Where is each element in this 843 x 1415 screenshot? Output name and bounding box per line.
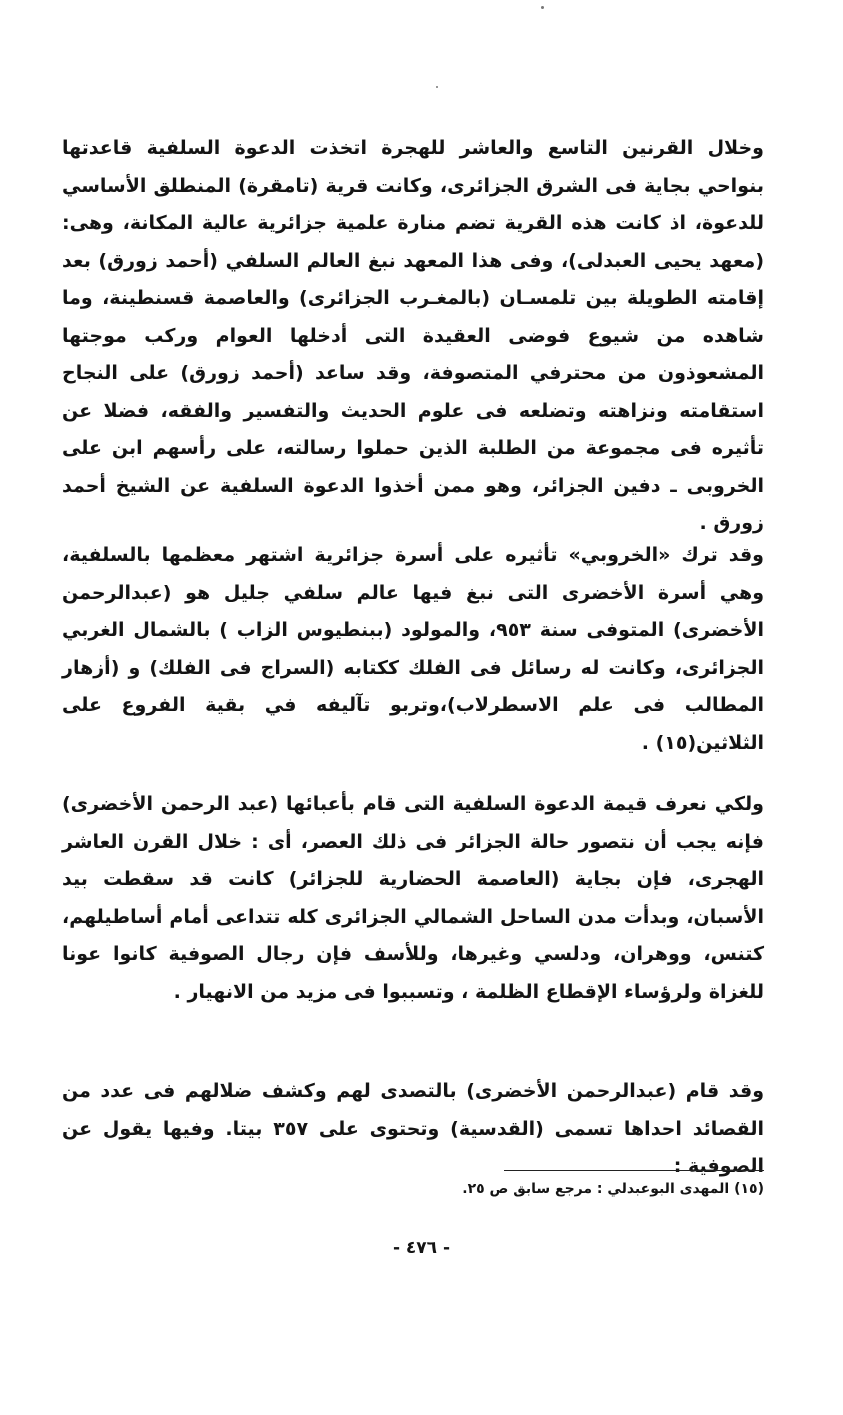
page-number: - ٤٧٦ - — [392, 1238, 451, 1258]
footnote-divider — [504, 1170, 764, 1171]
paragraph-2: وقد ترك «الخروبي» تأثيره على أسرة جزائرية اشتهر معظمها بالسلفية، وهي أسرة الأخضرى التى نبغ فيها عالم سلفي جليل هو (عبدالرحمن الأخضرى) المتوفى سنة ٩٥٣، والمولود (ببنطيوس الزاب ) بالشمال الغربي الجزائرى، وكانت له رسائل فى الفلك ككتابه (السراج فى الفلك) و (أزهار المطالب فى علم الاسطرلاب)،وتربو تآليفه في بقية الفروع على الثلاثين(١٥) . — [62, 544, 765, 754]
footnote: (١٥) المهدى البوعبدلي : مرجع سابق ص ٢٥. — [462, 1181, 764, 1197]
scan-speck — [436, 86, 438, 88]
paragraph-4: وقد قام (عبدالرحمن الأخضرى) بالتصدى لهم وكشف ضلالهم فى عدد من القصائد احداها تسمى (القدسية) وتحتوى على ٣٥٧ بيتا. وفيها يقول عن الصوفية : — [62, 1080, 764, 1177]
scan-speck — [541, 6, 544, 9]
paragraph-3: ولكي نعرف قيمة الدعوة السلفية التى قام بأعبائها (عبد الرحمن الأخضرى) فإنه يجب أن نتصور حالة الجزائر فى ذلك العصر، أى : خلال القرن العاشر الهجرى، فإن بجاية (العاصمة الحضارية للجزائر) كانت قد سقطت بيد الأسبان، وبدأت مدن الساحل الشمالي الجزائرى كله تتداعى أمام أساطيلهم، كتنس، ووهران، ودلسي وغيرها، وللأسف فإن رجال الصوفية كانوا عونا للغزاة ولرؤساء الإقطاع الظلمة ، وتسببوا فى مزيد من الانهيار . — [62, 793, 764, 1003]
paragraph-1: وخلال القرنين التاسع والعاشر للهجرة اتخذت الدعوة السلفية قاعدتها بنواحي بجاية فى الشرق الجزائرى، وكانت قرية (تامقرة) المنطلق الأساسي للدعوة، اذ كانت هذه القرية تضم منارة علمية جزائرية عالية المكانة، وهى: (معهد يحيى العبدلى)، وفى هذا المعهد نبغ العالم السلفي (أحمد زورق) بعد إقامته الطويلة بين تلمسـان (بالمغـرب الجزائرى) والعاصمة قسنطينة، وما شاهده من شيوع فوضى العقيدة التى أدخلها العوام وركب موجتها المشعوذون من محترفي المتصوفة، وقد ساعد (أحمد زورق) على النجاح استقامته ونزاهته وتضلعه فى علوم الحديث والتفسير والفقه، فضلا عن تأثيره فى مجموعة من الطلبة الذين حملوا رسالته، على رأسهم ابن على الخروبى ـ دفين الجزائر، وهو ممن أخذوا الدعوة السلفية عن الشيخ أحمد زورق . — [62, 137, 764, 534]
